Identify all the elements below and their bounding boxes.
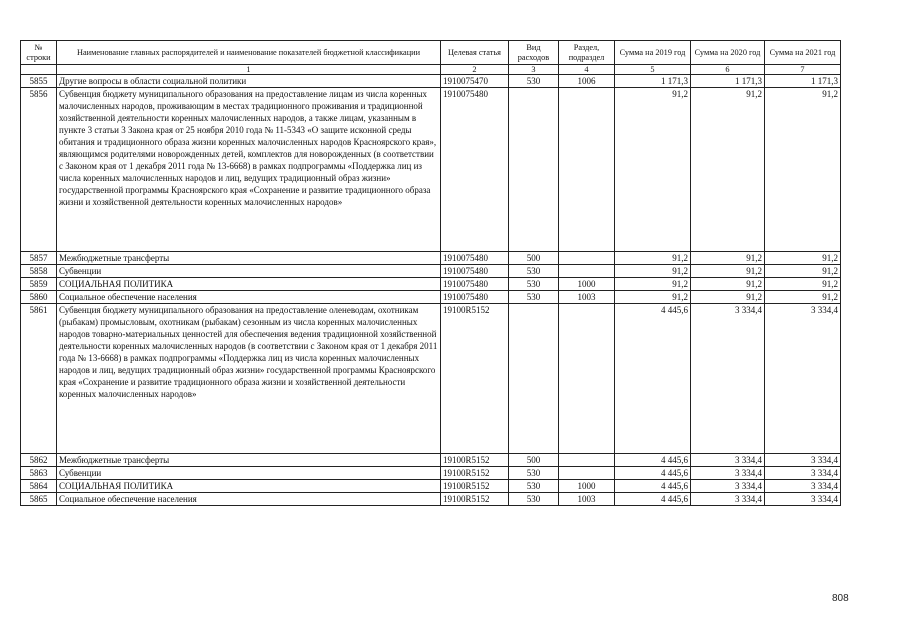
row-target-article-cell: 1910075480 — [441, 252, 509, 265]
row-expense-type-cell: 500 — [509, 252, 559, 265]
row-sum-2021-cell: 3 334,4 — [765, 304, 841, 454]
row-section-cell: 1000 — [559, 278, 615, 291]
row-number-cell: 5865 — [21, 493, 57, 506]
column-number: 3 — [509, 65, 559, 75]
row-section-cell: 1006 — [559, 75, 615, 88]
row-target-article-cell: 1910075470 — [441, 75, 509, 88]
row-expense-type-cell: 530 — [509, 480, 559, 493]
row-sum-2021-cell: 91,2 — [765, 265, 841, 278]
table-row — [21, 75, 841, 88]
header-expense-type: Вид расходов — [509, 41, 559, 65]
row-name-cell: Социальное обеспечение населения — [57, 291, 441, 304]
row-sum-2020-cell: 3 334,4 — [691, 467, 765, 480]
row-sum-2021-cell: 91,2 — [765, 278, 841, 291]
table-row — [21, 480, 841, 493]
row-number-cell: 5862 — [21, 454, 57, 467]
budget-table — [20, 40, 841, 506]
row-sum-2019-cell: 91,2 — [615, 265, 691, 278]
header-target-article: Целевая статья — [441, 41, 509, 65]
row-name-cell: Социальное обеспечение населения — [57, 493, 441, 506]
row-expense-type-cell: 500 — [509, 454, 559, 467]
row-sum-2021-cell: 3 334,4 — [765, 454, 841, 467]
row-number-cell: 5863 — [21, 467, 57, 480]
row-sum-2020-cell: 91,2 — [691, 265, 765, 278]
row-section-cell — [559, 252, 615, 265]
row-expense-type-cell: 530 — [509, 493, 559, 506]
header-sum-2021: Сумма на 2021 год — [765, 41, 841, 65]
row-target-article-cell: 19100R5152 — [441, 493, 509, 506]
row-sum-2021-cell: 91,2 — [765, 252, 841, 265]
row-sum-2019-cell: 91,2 — [615, 291, 691, 304]
row-sum-2020-cell: 3 334,4 — [691, 480, 765, 493]
table-row — [21, 493, 841, 506]
page-number: 808 — [832, 593, 849, 604]
column-number: 7 — [765, 65, 841, 75]
header-sum-2020: Сумма на 2020 год — [691, 41, 765, 65]
row-sum-2020-cell: 3 334,4 — [691, 493, 765, 506]
row-sum-2019-cell: 91,2 — [615, 88, 691, 252]
row-target-article-cell: 1910075480 — [441, 278, 509, 291]
row-name-cell: СОЦИАЛЬНАЯ ПОЛИТИКА — [57, 480, 441, 493]
row-section-cell — [559, 304, 615, 454]
table-row — [21, 467, 841, 480]
row-sum-2019-cell: 4 445,6 — [615, 493, 691, 506]
row-number-cell: 5864 — [21, 480, 57, 493]
row-section-cell — [559, 265, 615, 278]
row-section-cell: 1000 — [559, 480, 615, 493]
row-sum-2019-cell: 4 445,6 — [615, 480, 691, 493]
table-row — [21, 304, 841, 454]
row-number-cell: 5860 — [21, 291, 57, 304]
row-section-cell — [559, 467, 615, 480]
row-section-cell — [559, 454, 615, 467]
row-name-cell: Субвенции — [57, 467, 441, 480]
column-number — [21, 65, 57, 75]
column-number: 5 — [615, 65, 691, 75]
header-sum-2019: Сумма на 2019 год — [615, 41, 691, 65]
row-expense-type-cell: 530 — [509, 278, 559, 291]
row-name-cell: Межбюджетные трансферты — [57, 454, 441, 467]
row-sum-2021-cell: 3 334,4 — [765, 493, 841, 506]
row-number-cell: 5861 — [21, 304, 57, 454]
column-number: 6 — [691, 65, 765, 75]
row-expense-type-cell: 530 — [509, 291, 559, 304]
row-sum-2019-cell: 4 445,6 — [615, 454, 691, 467]
row-name-cell: Субвенция бюджету муниципального образования на предоставление оленеводам, охотникам (рыбакам) промысловым, охотникам (рыбакам) сезонным из числа коренных малочисленных народов товарно-материальных ценностей для обеспечения ведения традиционной хозяйственной деятельности коренных малочисленных народов (в соответствии с Законом края от 1 декабря 2011 года № 13-6668) в рамках подпрограммы «Поддержка лиц из числа коренных малочисленных народов и лиц, ведущих традиционный образ жизни» государственной программы Красноярского края «Сохранение и развитие традиционного образа жизни и хозяйственной деятельности коренных малочисленных народов» — [57, 304, 441, 454]
row-sum-2020-cell: 3 334,4 — [691, 304, 765, 454]
row-sum-2020-cell: 91,2 — [691, 88, 765, 252]
row-sum-2019-cell: 91,2 — [615, 252, 691, 265]
header-row — [21, 41, 841, 65]
row-number-cell: 5858 — [21, 265, 57, 278]
table-row — [21, 278, 841, 291]
row-target-article-cell: 19100R5152 — [441, 304, 509, 454]
column-number: 1 — [57, 65, 441, 75]
row-sum-2021-cell: 3 334,4 — [765, 467, 841, 480]
row-target-article-cell: 19100R5152 — [441, 467, 509, 480]
row-name-cell: Субвенции — [57, 265, 441, 278]
row-sum-2021-cell: 91,2 — [765, 88, 841, 252]
table-row — [21, 252, 841, 265]
row-number-cell: 5856 — [21, 88, 57, 252]
header-section: Раздел, подраздел — [559, 41, 615, 65]
row-expense-type-cell — [509, 88, 559, 252]
row-target-article-cell: 1910075480 — [441, 88, 509, 252]
row-target-article-cell: 19100R5152 — [441, 480, 509, 493]
row-sum-2021-cell: 1 171,3 — [765, 75, 841, 88]
table-row — [21, 291, 841, 304]
column-number: 4 — [559, 65, 615, 75]
table-row — [21, 454, 841, 467]
row-name-cell: Субвенция бюджету муниципального образования на предоставление лицам из числа коренных малочисленных народов, проживающим в местах традиционного проживания и традиционной хозяйственной деятельности коренных малочисленных народов, а также лицам, указанным в пункте 3 статьи 3 Закона края от 25 ноября 2010 года № 11-5343 «О защите исконной среды обитания и традиционного образа жизни коренных малочисленных народов Красноярского края», являющимся родителями новорожденных детей, комплектов для новорожденных (в соответствии с Законом края от 1 декабря 2011 года № 13-6668) в рамках подпрограммы «Поддержка лиц из числа коренных малочисленных народов и лиц, ведущих традиционный образ жизни» государственной программы Красноярского края «Сохранение и развитие традиционного образа жизни и хозяйственной деятельности коренных малочисленных народов» — [57, 88, 441, 252]
row-sum-2020-cell: 91,2 — [691, 252, 765, 265]
row-target-article-cell: 19100R5152 — [441, 454, 509, 467]
row-name-cell: Другие вопросы в области социальной политики — [57, 75, 441, 88]
row-number-cell: 5855 — [21, 75, 57, 88]
row-name-cell: СОЦИАЛЬНАЯ ПОЛИТИКА — [57, 278, 441, 291]
row-sum-2019-cell: 91,2 — [615, 278, 691, 291]
row-number-cell: 5857 — [21, 252, 57, 265]
header-name: Наименование главных распорядителей и наименование показателей бюджетной классификации — [57, 41, 441, 65]
header-row-no: № строки — [21, 41, 57, 65]
table-row — [21, 265, 841, 278]
row-sum-2021-cell: 91,2 — [765, 291, 841, 304]
column-number: 2 — [441, 65, 509, 75]
table-row — [21, 88, 841, 252]
row-number-cell: 5859 — [21, 278, 57, 291]
row-sum-2020-cell: 1 171,3 — [691, 75, 765, 88]
row-expense-type-cell: 530 — [509, 265, 559, 278]
row-section-cell: 1003 — [559, 291, 615, 304]
row-sum-2019-cell: 4 445,6 — [615, 304, 691, 454]
row-expense-type-cell: 530 — [509, 467, 559, 480]
row-sum-2021-cell: 3 334,4 — [765, 480, 841, 493]
row-sum-2019-cell: 1 171,3 — [615, 75, 691, 88]
row-name-cell: Межбюджетные трансферты — [57, 252, 441, 265]
row-target-article-cell: 1910075480 — [441, 291, 509, 304]
row-target-article-cell: 1910075480 — [441, 265, 509, 278]
row-expense-type-cell: 530 — [509, 75, 559, 88]
row-expense-type-cell — [509, 304, 559, 454]
row-sum-2020-cell: 3 334,4 — [691, 454, 765, 467]
column-number-row — [21, 65, 841, 75]
row-sum-2020-cell: 91,2 — [691, 291, 765, 304]
row-section-cell — [559, 88, 615, 252]
row-sum-2019-cell: 4 445,6 — [615, 467, 691, 480]
row-sum-2020-cell: 91,2 — [691, 278, 765, 291]
row-section-cell: 1003 — [559, 493, 615, 506]
